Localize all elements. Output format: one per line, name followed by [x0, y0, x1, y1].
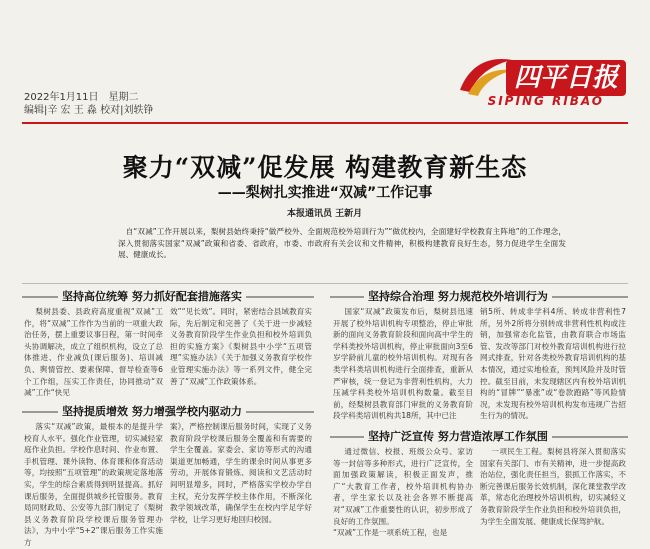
section-title-2: 坚持提质增效 努力增强学校内驱动力 — [58, 405, 246, 419]
section-2-column-1: 落实“双减”政策，最根本的是提升学校育人水平。强化作业管理，切实减轻家庭作业负担。学校作息时间、作业布置、手机管理、课外读物、体育课和体育活动等，均按照“五项管理”的政策规定落地落实，学生的综合素质得到明显提高。抓好课后服务，全面提供城乡托管服务。教育局同财政局、公安等九部门制定了《梨树县义务教育阶段学校课后服务管理办法》，为中小学“5+2”课后服务工作实施方 — [24, 422, 163, 547]
section-3-column-2: 销5所、转成非学科4所、转成非营利性7所，另外2所将分别转成非营利性机构或注销，加强常态化监管，由教育联合市场监管、发改等部门对校外教育培训机构进行拉网式排查，针对各类校外教育培训机构的基本情况，通过实地检查，预判风险并及时管控。截至目前，未发现辖区内有校外培训机构的“冒牌”“暴涨”或“卷款跑路”等风险情况，未发现有校外培训机构发布违规广告招生行为的情况。 — [480, 307, 626, 421]
top-rule — [22, 122, 628, 124]
section-2-column-2: 案》，严格控制课后服务时间，实现了义务教育阶段学校课后服务全覆盖和有需要的学生全覆盖。家委会、家访等形式的沟通渠道更加畅通，学生的课余时间从事更多劳动，开展体育锻炼、阅读和文艺活动时间明显增多，同时，严格落实学校办学自主权，充分发挥学校主体作用，不断深化教学领域改革，确保学生在校内学足学好学校，让学习更好地回归校园。 — [170, 422, 312, 524]
section-heading-3 — [330, 290, 628, 304]
section-title-4: 坚持广泛宣传 努力营造浓厚工作氛围 — [364, 430, 552, 444]
section-1-column-2: 效”“见长效”。同时，紧密结合县域教育实际，先后制定和完善了《关于进一步减轻义务教育阶段学生作业负担和校外培训负担的实施方案》《梨树县中小学“五项管理”实施办法》《关于加强义务教育学校作业管理实施办法》等一系列文件，健全完善了“双减”工作政策体系。 — [170, 307, 312, 386]
section-3-column-1: 国家“双减”政策发布后，梨树县迅速开展了校外培训机构专项整治，停止审批新的面向义务教育阶段和面向高中学生的学科类校外培训机构，停止审批面向3至6岁学龄前儿童的校外培训机构。对现有各类学科类培训机构进行全面排查，重新从严审核，统一登记为非营利性机构，大力压减学科类校外培训机构数量。截至目前，经梨树县教育部门审批的义务教育阶段学科类培训机构共18所，其中已注 — [333, 307, 473, 421]
section-4-column-2: 一项民生工程。梨树县将深入贯彻落实国家有关部门、市有关精神，进一步提高政治站位，强化责任担当，狠抓工作落实，不断完善课后服务长效机制，深化课堂教学改革，常态化治理校外培训机构，切实减轻义务教育阶段学生作业负担和校外培训负担，为学生全面发展、健康成长保驾护航。 — [480, 447, 626, 526]
masthead-title: 四平日报 — [506, 60, 626, 96]
section-heading-1 — [22, 290, 314, 304]
section-4-column-1: 通过微信、校报、班级公众号、家访等一封信等多种形式，进行广泛宣传，全面加强政策解读，积极正面发声，推广“大教育工作者，校外培训机构协办者，学生家长以及社会各界不断提高对“双减”工作重要性的认识，初步形成了良好的工作氛围。 “双减”工作是一项系统工程，也是 — [333, 447, 473, 538]
byline: 本报通讯员 王新月 — [287, 209, 363, 219]
lead-paragraph: 自“双减”工作开展以来，梨树县始终秉持“做严校外、全面规范校外培训行为”“做优校内，全面建好学校教育主阵地”的工作理念，深入贯彻落实国家“双减”政策和省委、省政府，市委、市政府有关会议和文件精神，积极构建教育良好生态，努力促进学生全面发展、健康成长。 — [118, 227, 566, 259]
section-heading-4 — [330, 430, 628, 444]
subheadline: ——梨树扎实推进“双减”工作记事 — [217, 185, 433, 201]
section-title-3: 坚持综合治理 努力规范校外培训行为 — [364, 290, 552, 304]
section-title-1: 坚持高位统筹 努力抓好配套措施落实 — [58, 290, 246, 304]
section-divider — [22, 283, 628, 284]
dateline — [24, 91, 153, 117]
headline: 聚力“双减”促发展 构建教育新生态 — [122, 153, 528, 182]
section-heading-2 — [22, 405, 314, 419]
section-1-column-1: 梨树县委、县政府高度重视“双减”工作，将“双减”工作作为当前的一项重大政治任务，摆上重要议事日程，第一时间牵头协调解决，成立了组织机构，设立了总体推进、作业减负(课后服务)、培训减负、舆情管控、要素保障、督导检查等6个工作组，压实工作责任，协同推动“双减”工作“快见 — [24, 307, 163, 398]
masthead-english: SIPING RIBAO — [487, 94, 604, 108]
masthead — [396, 52, 626, 110]
editors-line: 编辑|辛 宏 王 淼 校对|刘轶铮 — [24, 105, 154, 116]
issue-date: 2022年1月11日 星期二 — [24, 92, 139, 103]
